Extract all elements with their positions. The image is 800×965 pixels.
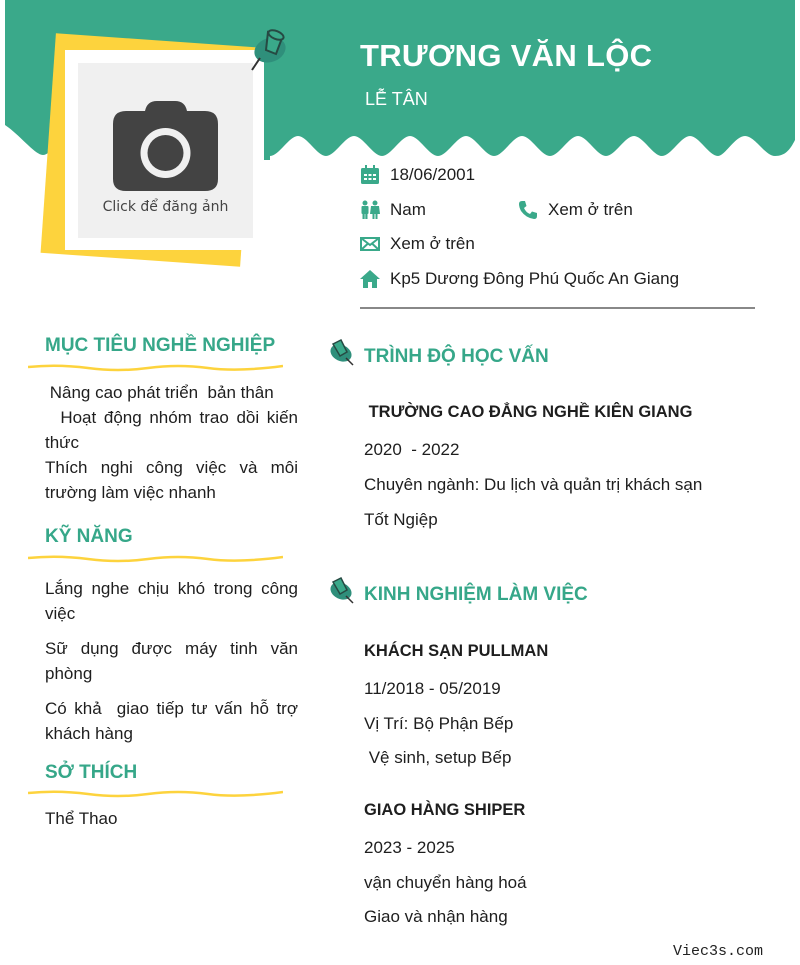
hobby-item: Thể Thao — [45, 809, 118, 828]
pushpin-icon — [248, 24, 292, 74]
job-position: Vị Trí: Bộ Phận Bếp — [364, 714, 514, 733]
job-description: Vệ sinh, setup Bếp — [364, 748, 512, 767]
objective-line: Hoạt động nhóm trao dồi kiến thức — [45, 408, 303, 452]
education-period: 2020 - 2022 — [364, 440, 460, 459]
calendar-icon — [360, 165, 380, 185]
contact-birthday — [360, 165, 475, 185]
objective-title: MỤC TIÊU NGHỀ NGHIỆP — [45, 335, 276, 356]
contact-address — [360, 269, 679, 289]
camera-icon — [113, 101, 218, 191]
experience-title: KINH NGHIỆM LÀM VIỆC — [364, 584, 588, 605]
contact-phone — [518, 200, 633, 220]
photo-caption: Click để đăng ảnh — [102, 199, 229, 215]
objective-line: Thích nghi công việc và môi trường làm việc nhanh — [45, 458, 298, 502]
home-icon — [360, 269, 380, 289]
education-major: Chuyên ngành: Du lịch và quản trị khách sạn — [364, 475, 703, 494]
email-value: Xem ở trên — [390, 234, 475, 253]
contact-divider — [360, 307, 755, 309]
birthday-value: 18/06/2001 — [390, 165, 476, 184]
phone-value: Xem ở trên — [548, 200, 633, 219]
gender-value: Nam — [390, 200, 426, 219]
education-title: TRÌNH ĐỘ HỌC VẤN — [364, 346, 549, 367]
wave-divider — [28, 363, 283, 373]
skill-item: Có khả giao tiếp tư vấn hỗ trợ khách hàng — [45, 699, 303, 743]
education-result: Tốt Ngiệp — [364, 510, 438, 529]
wave-divider — [28, 789, 283, 799]
education-school: TRƯỜNG CAO ĐẲNG NGHỀ KIÊN GIANG — [364, 403, 693, 421]
watermark: Viec3s.com — [673, 943, 764, 960]
phone-icon — [518, 200, 538, 220]
job-description: Giao và nhận hàng — [364, 907, 508, 926]
contact-gender — [360, 200, 426, 220]
objective-line: Nâng cao phát triển bản thân — [45, 383, 274, 402]
skill-item: Lắng nghe chịu khó trong công việc — [45, 579, 298, 623]
hobbies-list — [45, 806, 298, 831]
skills-title: KỸ NĂNG — [45, 526, 133, 547]
pushpin-icon — [328, 576, 356, 604]
job-title: LỄ TÂN — [365, 89, 428, 109]
job-position: vận chuyển hàng hoá — [364, 873, 527, 892]
photo-upload[interactable] — [65, 50, 264, 250]
address-value: Kp5 Dương Đông Phú Quốc An Giang — [390, 269, 680, 288]
pushpin-icon — [328, 338, 356, 366]
mail-icon — [360, 234, 380, 254]
gender-icon — [360, 200, 380, 220]
job-company: GIAO HÀNG SHIPER — [364, 801, 526, 819]
skill-item: Sữ dụng được máy tinh văn phòng — [45, 639, 298, 683]
job-period: 11/2018 - 05/2019 — [364, 679, 501, 698]
skills-list — [45, 576, 303, 746]
contact-email — [360, 234, 475, 254]
wave-divider — [28, 554, 283, 564]
hobbies-title: SỞ THÍCH — [45, 762, 138, 783]
objective-text — [45, 380, 303, 505]
job-company: KHÁCH SẠN PULLMAN — [364, 642, 549, 660]
job-period: 2023 - 2025 — [364, 838, 455, 857]
candidate-name: TRƯƠNG VĂN LỘC — [360, 38, 653, 73]
photo-placeholder[interactable] — [78, 63, 253, 238]
